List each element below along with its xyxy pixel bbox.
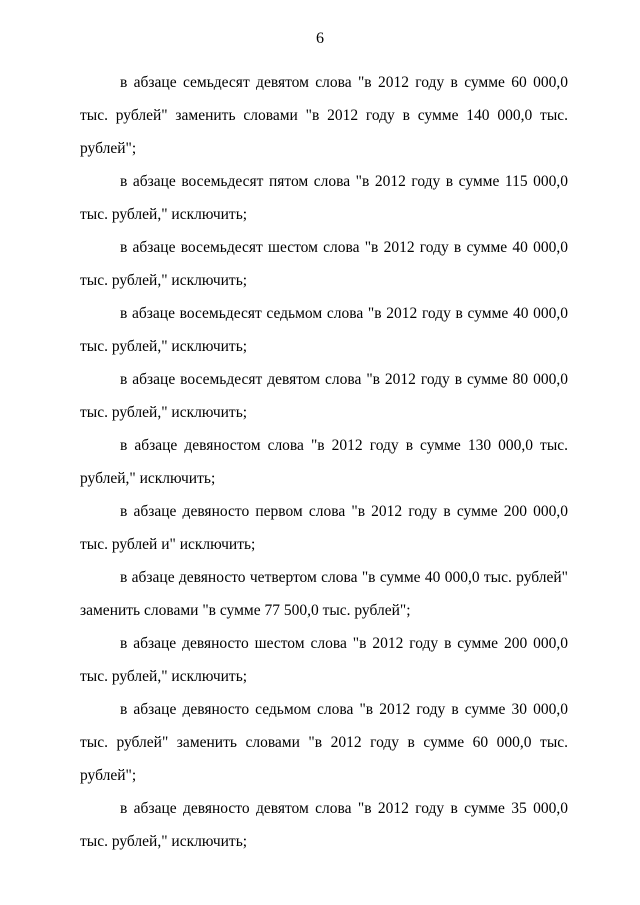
paragraph: в абзаце восемьдесят пятом слова "в 2012 году в сумме 115 000,0 тыс. рублей," исключить;	[80, 173, 568, 223]
paragraph: в абзаце восемьдесят девятом слова "в 2012 году в сумме 80 000,0 тыс. рублей," исключить;	[80, 371, 568, 421]
paragraph: в абзаце девяностом слова "в 2012 году в сумме 130 000,0 тыс. рублей," исключить;	[80, 437, 568, 487]
paragraph: в абзаце девяносто седьмом слова "в 2012 году в сумме 30 000,0 тыс. рублей" заменить словами "в 2012 году в сумме 60 000,0 тыс. рублей";	[80, 701, 568, 784]
paragraph: в абзаце девяносто шестом слова "в 2012 году в сумме 200 000,0 тыс. рублей," исключить;	[80, 635, 568, 685]
paragraph: в абзаце восемьдесят шестом слова "в 2012 году в сумме 40 000,0 тыс. рублей," исключить;	[80, 239, 568, 289]
paragraph: в абзаце восемьдесят седьмом слова "в 2012 году в сумме 40 000,0 тыс. рублей," исключить;	[80, 305, 568, 355]
paragraph: в абзаце девяносто четвертом слова "в сумме 40 000,0 тыс. рублей" заменить словами "в сумме 77 500,0 тыс. рублей";	[80, 569, 568, 619]
page-number: 6	[316, 30, 324, 47]
paragraph: в абзаце девяносто девятом слова "в 2012 году в сумме 35 000,0 тыс. рублей," исключить;	[80, 800, 568, 850]
document-body	[80, 66, 568, 858]
paragraph: в абзаце девяносто первом слова "в 2012 году в сумме 200 000,0 тыс. рублей и" исключить;	[80, 503, 568, 553]
paragraph: в абзаце семьдесят девятом слова "в 2012 году в сумме 60 000,0 тыс. рублей" заменить словами "в 2012 году в сумме 140 000,0 тыс. рублей";	[80, 74, 568, 157]
